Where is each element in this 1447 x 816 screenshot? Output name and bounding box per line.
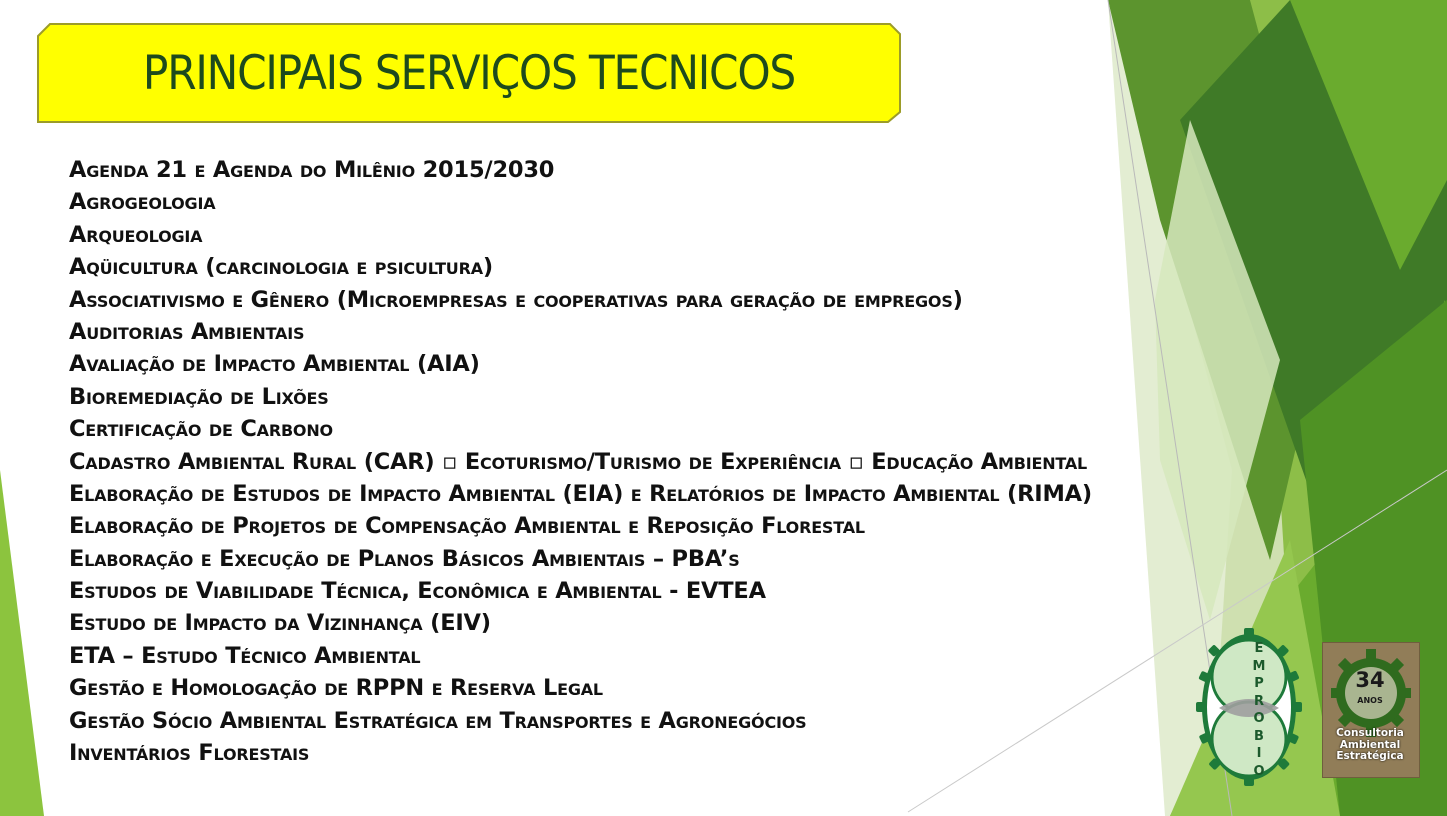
slide-title: PRINCIPAIS SERVIÇOS TECNICOS — [142, 45, 796, 101]
badge-caption-line: Consultoria — [1336, 727, 1404, 739]
badge-caption-line: Estratégica — [1336, 750, 1404, 762]
list-item — [69, 705, 1092, 737]
emprobio-letter: P — [1254, 676, 1264, 692]
list-item — [69, 186, 1092, 218]
list-item — [69, 737, 1092, 769]
list-item-text: Avaliação de Impacto Ambiental (AIA) — [69, 351, 480, 378]
list-item — [69, 381, 1092, 413]
list-item — [69, 543, 1092, 575]
emprobio-letters — [1247, 640, 1271, 780]
list-item — [69, 446, 1092, 478]
list-item — [69, 640, 1092, 672]
list-item-text: Certificação de Carbono — [69, 416, 333, 443]
list-item — [69, 478, 1092, 510]
list-item — [69, 348, 1092, 380]
emprobio-letter: E — [1254, 641, 1264, 656]
list-item — [69, 413, 1092, 445]
emprobio-letter: B — [1254, 728, 1264, 744]
emprobio-letter: R — [1253, 693, 1264, 709]
emprobio-letter: M — [1252, 658, 1266, 674]
list-item-text: Gestão e Homologação de RPPN e Reserva Legal — [69, 675, 603, 702]
list-item — [69, 510, 1092, 542]
list-item-text: Arqueologia — [69, 221, 203, 248]
badge-years: 34 — [1355, 668, 1385, 692]
list-item-text: Elaboração de Projetos de Compensação Ambiental e Reposição Florestal — [69, 513, 865, 540]
badge-caption-line: Ambiental — [1339, 738, 1401, 751]
list-item — [69, 284, 1092, 316]
badge-years-label: ANOS — [1357, 696, 1383, 705]
list-item-text: Agrogeologia — [69, 189, 216, 216]
emprobio-letter: I — [1256, 746, 1262, 762]
list-item-text: Associativismo e Gênero (Microempresas e cooperativas para geração de empregos) — [69, 286, 963, 313]
list-item — [69, 607, 1092, 639]
list-item — [69, 672, 1092, 704]
list-item — [69, 316, 1092, 348]
list-item-text: Estudo de Impacto da Vizinhança (EIV) — [69, 610, 491, 637]
list-item-text: Aqüicultura (carcinologia e psicultura) — [69, 254, 493, 281]
list-item-text: Elaboração e Execução de Planos Básicos Ambientais – PBA’s — [69, 545, 740, 572]
list-item-text: Cadastro Ambiental Rural (CAR) ▫ Ecoturismo/Turismo de Experiência ▫ Educação Ambiental — [69, 448, 1088, 475]
list-item-text: Gestão Sócio Ambiental Estratégica em Transportes e Agronegócios — [69, 707, 807, 734]
service-list — [69, 154, 1092, 769]
list-item — [69, 251, 1092, 283]
list-item-text: Auditorias Ambientais — [69, 318, 305, 345]
emprobio-letter: O — [1253, 763, 1265, 779]
list-item-text: ETA – Estudo Técnico Ambiental — [69, 642, 421, 669]
list-item — [69, 154, 1092, 186]
emprobio-letter: O — [1253, 711, 1265, 727]
list-item — [69, 575, 1092, 607]
list-item-text: Agenda 21 e Agenda do Milênio 2015/2030 — [69, 157, 555, 183]
badge-caption — [1322, 728, 1418, 763]
list-item — [69, 219, 1092, 251]
list-item-text: Elaboração de Estudos de Impacto Ambiental (EIA) e Relatórios de Impacto Ambiental (RIMA) — [69, 480, 1092, 507]
list-item-text: Estudos de Viabilidade Técnica, Econômica e Ambiental - EVTEA — [69, 578, 766, 605]
list-item-text: Bioremediação de Lixões — [69, 383, 329, 410]
list-item-text: Inventários Florestais — [69, 740, 310, 767]
